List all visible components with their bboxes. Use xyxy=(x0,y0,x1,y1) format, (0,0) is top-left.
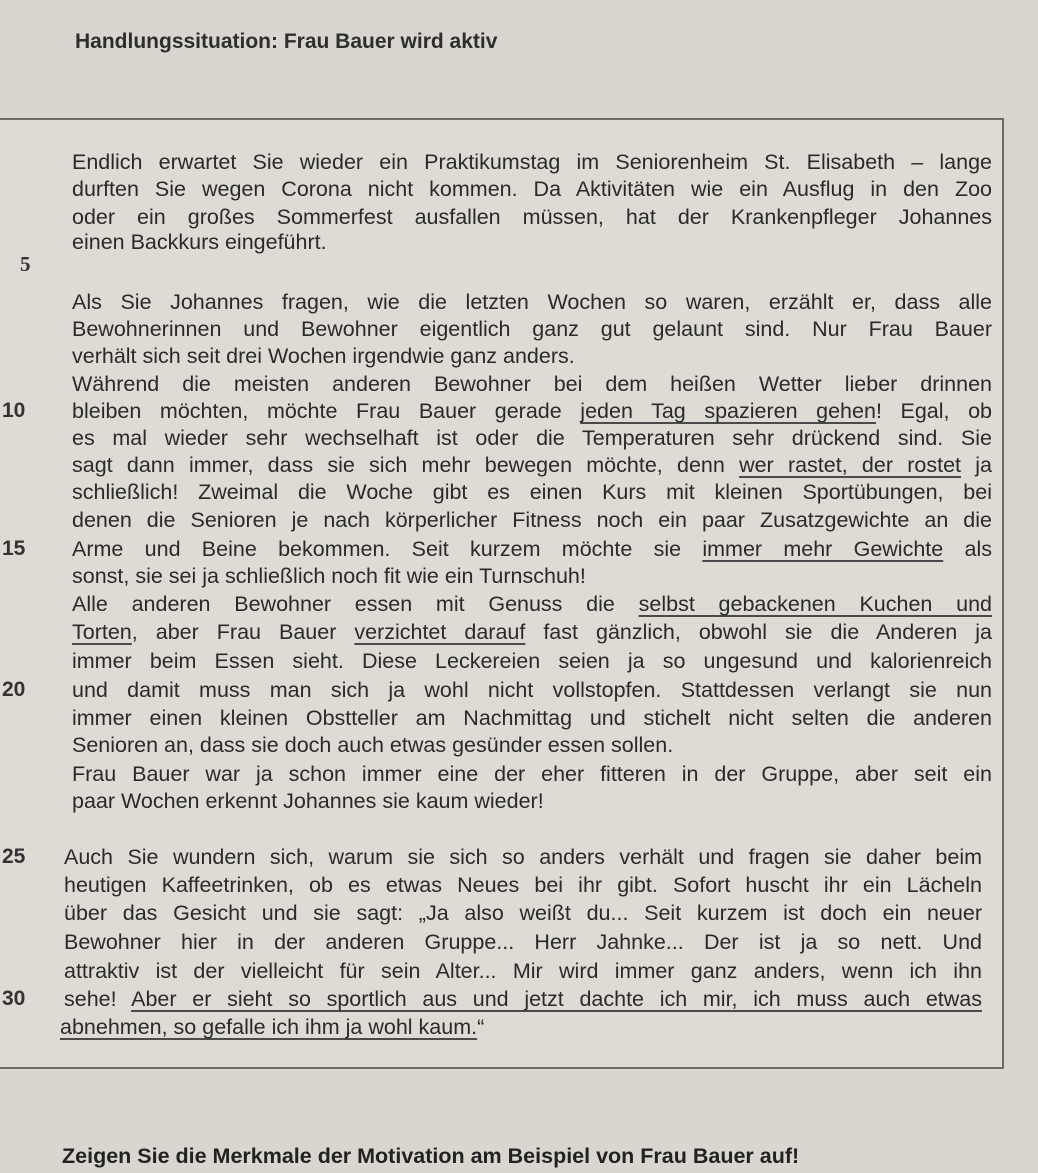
text-line: sagt dann immer, dass sie sich mehr bewegen möchte, denn wer rastet, der rostet ja xyxy=(72,453,992,477)
text-line: einen Backkurs eingeführt. xyxy=(72,230,327,254)
text-line: verhält sich seit drei Wochen irgendwie ganz anders. xyxy=(72,344,575,368)
underlined-phrase: selbst gebackenen Kuchen und xyxy=(638,592,992,616)
text-line: durften Sie wegen Corona nicht kommen. Da Aktivitäten wie ein Ausflug in den Zoo xyxy=(72,177,992,201)
line-number-5: 5 xyxy=(20,252,31,276)
text-line: Auch Sie wundern sich, warum sie sich so anders verhält und fragen sie daher beim xyxy=(64,845,982,869)
line-number-30: 30 xyxy=(2,987,26,1010)
text-line: über das Gesicht und sie sagt: „Ja also weißt du... Seit kurzem ist doch ein neuer xyxy=(64,901,982,925)
text-line: immer einen kleinen Obstteller am Nachmittag und stichelt nicht selten die anderen xyxy=(72,706,992,730)
text-line: sehe! Aber er sieht so sportlich aus und jetzt dachte ich mir, ich muss auch etwas xyxy=(64,987,982,1011)
text-line: attraktiv ist der vielleicht für sein Alter... Mir wird immer ganz anders, wenn ich ihn xyxy=(64,959,982,983)
text-line: Frau Bauer war ja schon immer eine der eher fitteren in der Gruppe, aber seit ein xyxy=(72,762,992,786)
task-prompt: Zeigen Sie die Merkmale der Motivation am Beispiel von Frau Bauer auf! xyxy=(62,1144,800,1168)
underlined-phrase: abnehmen, so gefalle ich ihm ja wohl kaum. xyxy=(60,1015,478,1039)
underlined-phrase: verzichtet darauf xyxy=(354,620,526,644)
text-line: Bewohner hier in der anderen Gruppe... Herr Jahnke... Der ist ja so nett. Und xyxy=(64,930,982,954)
text-line: Torten, aber Frau Bauer verzichtet darauf fast gänzlich, obwohl sie die Anderen ja xyxy=(72,620,992,644)
text-line: Senioren an, dass sie doch auch etwas gesünder essen sollen. xyxy=(72,733,674,757)
text-line: Arme und Beine bekommen. Seit kurzem möchte sie immer mehr Gewichte als xyxy=(72,537,992,561)
line-number-10: 10 xyxy=(2,399,26,422)
underlined-phrase: immer mehr Gewichte xyxy=(702,537,944,561)
text-line: und damit muss man sich ja wohl nicht vollstopfen. Stattdessen verlangt sie nun xyxy=(72,678,992,702)
text-line: Als Sie Johannes fragen, wie die letzten Wochen so waren, erzählt er, dass alle xyxy=(72,290,992,314)
text-line: schließlich! Zweimal die Woche gibt es einen Kurs mit kleinen Sportübungen, bei xyxy=(72,480,992,504)
text-line: sonst, sie sei ja schließlich noch fit wie ein Turnschuh! xyxy=(72,564,586,588)
line-number-15: 15 xyxy=(2,537,26,560)
line-number-20: 20 xyxy=(2,678,26,701)
text-line: heutigen Kaffeetrinken, ob es etwas Neues bei ihr gibt. Sofort huscht ihr ein Lächeln xyxy=(64,873,982,897)
underlined-phrase: Torten xyxy=(72,620,132,644)
text-line: Bewohnerinnen und Bewohner eigentlich ganz gut gelaunt sind. Nur Frau Bauer xyxy=(72,317,992,341)
underlined-phrase: wer rastet, der rostet xyxy=(739,453,962,477)
text-line: Alle anderen Bewohner essen mit Genuss die selbst gebackenen Kuchen und xyxy=(72,592,992,616)
text-line: immer beim Essen sieht. Diese Leckereien seien ja so ungesund und kalorienreich xyxy=(72,649,992,673)
line-number-25: 25 xyxy=(2,845,26,868)
text-line: Während die meisten anderen Bewohner bei dem heißen Wetter lieber drinnen xyxy=(72,372,992,396)
underlined-phrase: jeden Tag spazieren gehen xyxy=(580,399,876,423)
text-line: abnehmen, so gefalle ich ihm ja wohl kaum.“ xyxy=(60,1015,485,1039)
text-line: es mal wieder sehr wechselhaft ist oder die Temperaturen sehr drückend sind. Sie xyxy=(72,426,992,450)
page-title: Handlungssituation: Frau Bauer wird aktiv xyxy=(75,30,498,53)
text-line: bleiben möchten, möchte Frau Bauer gerade jeden Tag spazieren gehen! Egal, ob xyxy=(72,399,992,423)
text-line: denen die Senioren je nach körperlicher Fitness noch ein paar Zusatzgewichte an die xyxy=(72,508,992,532)
text-line: oder ein großes Sommerfest ausfallen müssen, hat der Krankenpfleger Johannes xyxy=(72,205,992,229)
text-line: Endlich erwartet Sie wieder ein Praktikumstag im Seniorenheim St. Elisabeth – lange xyxy=(72,150,992,174)
underlined-phrase: Aber er sieht so sportlich aus und jetzt dachte ich mir, ich muss auch etwas xyxy=(131,987,982,1011)
text-line: paar Wochen erkennt Johannes sie kaum wieder! xyxy=(72,789,544,813)
